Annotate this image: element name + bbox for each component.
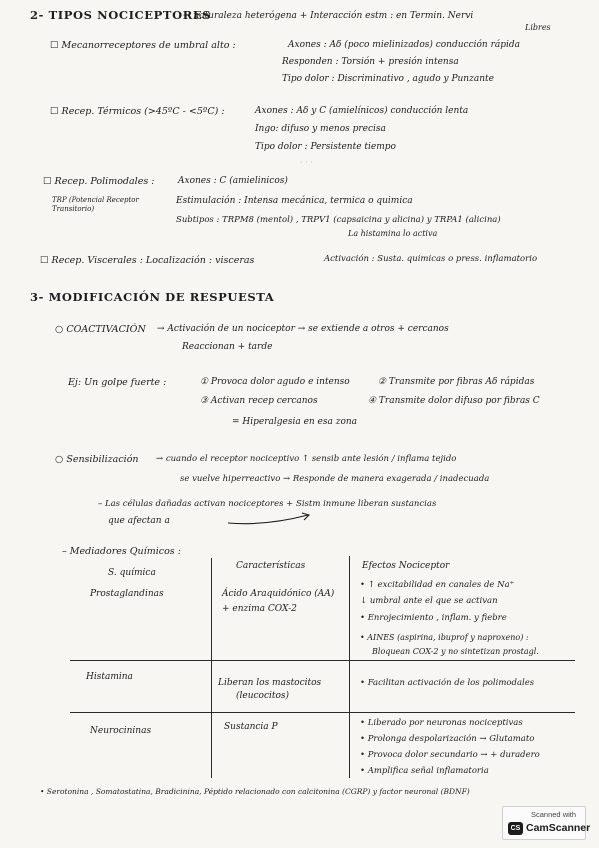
badge-scanned-with: Scanned with <box>531 810 577 819</box>
sensibilizacion-label: ○ Sensibilización <box>55 454 139 465</box>
coactivacion-text: → Activación de un nociceptor → se extiende a otros + cercanos <box>157 324 449 334</box>
camscanner-badge <box>502 806 591 840</box>
camscanner-logo-icon: CS <box>508 822 523 835</box>
row-histamina-car-2: (leucocitos) <box>236 691 290 701</box>
section-3-title: 3- MODIFICACIÓN DE RESPUESTA <box>30 290 275 304</box>
badge-camscanner: CamScanner <box>526 822 591 834</box>
mediadores-footer: • Serotonina , Somatostatina, Bradicinina, Péptido relacionado con calcitonina (CGRP) y factor neuronal (BDNF) <box>40 787 470 796</box>
row-prostaglandinas-car-2: + enzima COX-2 <box>222 604 297 614</box>
ejemplo-paso-3: ③ Activan recep cercanos <box>200 396 318 406</box>
row-histamina-ef-1: • Facilitan activación de los polimodales <box>360 678 535 688</box>
row-neurocininas-ef-4: • Amplifica señal inflamatoria <box>360 766 489 776</box>
mecanorreceptores-label: ☐ Mecanorreceptores de umbral alto : <box>50 40 236 51</box>
ejemplo-resultado: = Hiperalgesia en esa zona <box>232 417 358 427</box>
sensibilizacion-text-4: que afectan a <box>108 516 170 526</box>
table-divider <box>211 558 212 778</box>
row-prostaglandinas-car-1: Ácido Araquidónico (AA) <box>222 589 335 599</box>
section-2-intro-2: Libres <box>525 23 551 32</box>
table-header-efectos: Efectos Nociceptor <box>362 561 450 571</box>
row-prostaglandinas-ef-1: • ↑ excitabilidad en canales de Na⁺ <box>360 580 515 590</box>
termicos-ingo: Ingo: difuso y menos precisa <box>255 124 386 134</box>
section-2-intro: → naturaleza heterógena + Interacción estm : en Termin. Nervi <box>183 11 474 21</box>
termicos-axones: Axones : Aδ y C (amielínicos) conducción lenta <box>255 106 469 116</box>
row-histamina-car-1: Liberan los mastocitos <box>218 678 322 688</box>
row-prostaglandinas-ef-2: ↓ umbral ante el que se activan <box>360 596 498 606</box>
bleed-through: · · · <box>300 158 313 167</box>
section-2-title: 2- TIPOS NOCICEPTORES <box>30 8 212 22</box>
mecanorreceptores-axones: Axones : Aδ (poco mielinizados) conducción rápida <box>288 40 521 50</box>
table-divider <box>349 556 350 778</box>
coactivacion-text-2: Reaccionan + tarde <box>182 342 273 352</box>
polimodales-histamina: La histamina lo activa <box>348 229 438 238</box>
sensibilizacion-text: → cuando el receptor nociceptivo ↑ sensib ante lesión / inflama tejido <box>156 454 457 464</box>
row-neurocininas-ef-2: • Prolonga despolarización → Glutamato <box>360 734 535 744</box>
ejemplo-paso-4: ④ Transmite dolor difuso por fibras C <box>368 396 540 406</box>
ejemplo-paso-1: ① Provoca dolor agudo e intenso <box>200 377 350 387</box>
row-prostaglandinas-name: Prostaglandinas <box>90 589 164 599</box>
row-neurocininas-ef-1: • Liberado por neuronas nociceptivas <box>360 718 523 728</box>
sensibilizacion-text-2: se vuelve hiperreactivo → Responde de manera exagerada / inadecuada <box>180 474 490 484</box>
table-header-caracteristicas: Características <box>236 561 306 571</box>
row-prostaglandinas-ef-5: Bloquean COX-2 y no sintetizan prostagl. <box>372 647 539 656</box>
row-neurocininas-ef-3: • Provoca dolor secundario → + duradero <box>360 750 540 760</box>
mecanorreceptores-tipo-dolor: Tipo dolor : Discriminativo , agudo y Punzante <box>282 74 494 84</box>
ejemplo-paso-2: ② Transmite por fibras Aδ rápidas <box>378 377 535 387</box>
ejemplo-label: Ej: Un golpe fuerte : <box>68 377 167 388</box>
termicos-label: ☐ Recep. Térmicos (>45ºC - <5ºC) : <box>50 106 225 117</box>
curved-arrow-icon <box>226 510 316 528</box>
coactivacion-label: ○ COACTIVACIÓN <box>55 324 146 335</box>
table-row-divider <box>70 712 575 713</box>
polimodales-label: ☐ Recep. Polimodales : <box>43 176 155 187</box>
viscerales-label: ☐ Recep. Viscerales : Localización : visceras <box>40 255 255 266</box>
table-row-divider <box>70 660 575 661</box>
sensibilizacion-text-3: – Las células dañadas activan nociceptores + Sistm inmune liberan sustancias <box>98 499 437 509</box>
row-histamina-name: Histamina <box>86 672 133 682</box>
row-prostaglandinas-ef-3: • Enrojecimiento , inflam. y fiebre <box>360 613 507 623</box>
mecanorreceptores-responden: Responden : Torsión + presión intensa <box>282 57 459 67</box>
polimodales-subtipos: Subtipos : TRPM8 (mentol) , TRPV1 (capsaicina y alicina) y TRPA1 (alicina) <box>176 215 501 225</box>
table-header-sustancia: S. química <box>108 568 156 578</box>
mediadores-label: – Mediadores Químicos : <box>62 546 181 557</box>
viscerales-activacion: Activación : Susta. quimicas o press. inflamatorio <box>324 254 538 264</box>
row-neurocininas-name: Neurocininas <box>90 726 152 736</box>
row-prostaglandinas-ef-4: • AINES (aspirina, ibuprof y naproxeno) : <box>360 633 529 642</box>
polimodales-estimulacion: Estimulación : Intensa mecánica, termica o quimica <box>176 196 413 206</box>
trp-label: TRP (Potencial Receptor Transitorio) <box>52 196 139 213</box>
row-neurocininas-car-1: Sustancia P <box>224 722 278 732</box>
termicos-tipo-dolor: Tipo dolor : Persistente tiempo <box>255 142 396 152</box>
polimodales-axones: Axones : C (amielinicos) <box>178 176 288 186</box>
